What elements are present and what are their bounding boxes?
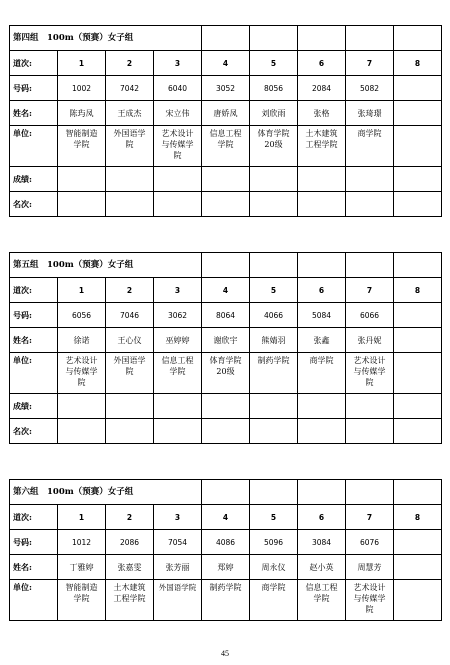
- heat-table-group-6: [9, 479, 442, 621]
- unit-cell: [394, 580, 442, 621]
- name-label: 姓名:: [10, 101, 58, 126]
- lane-row: [10, 278, 442, 303]
- athlete-name-cell: 丁雅婷: [58, 555, 106, 580]
- number-cell: 4066: [250, 303, 298, 328]
- unit-cell: 外国语学 院: [106, 126, 154, 167]
- unit-row: [10, 126, 442, 167]
- lane-cell: 7: [346, 505, 394, 530]
- lane-cell: 3: [154, 505, 202, 530]
- lane-cell: 2: [106, 505, 154, 530]
- athlete-name-cell: 周慧芳: [346, 555, 394, 580]
- heat-title: 第四组 100m（预赛）女子组: [10, 26, 202, 51]
- lane-cell: 1: [58, 278, 106, 303]
- number-cell: 3062: [154, 303, 202, 328]
- rank-label: 名次:: [10, 419, 58, 444]
- number-cell: 6056: [58, 303, 106, 328]
- athlete-name-cell: 王心仪: [106, 328, 154, 353]
- athlete-name-cell: 巫婷婷: [154, 328, 202, 353]
- name-row: [10, 555, 442, 580]
- lane-label: 道次:: [10, 51, 58, 76]
- number-cell: [394, 530, 442, 555]
- result-row: [10, 167, 442, 192]
- number-cell: 5082: [346, 76, 394, 101]
- athlete-name-cell: 陈玙凤: [58, 101, 106, 126]
- athlete-name-cell: 唐娇凤: [202, 101, 250, 126]
- unit-cell: 土木建筑 工程学院: [106, 580, 154, 621]
- unit-cell: 智能制造 学院: [58, 126, 106, 167]
- number-cell: 5084: [298, 303, 346, 328]
- unit-cell: 制药学院: [250, 353, 298, 394]
- number-cell: 5096: [250, 530, 298, 555]
- unit-cell: 制药学院: [202, 580, 250, 621]
- lane-cell: 5: [250, 278, 298, 303]
- lane-cell: 1: [58, 51, 106, 76]
- number-cell: 6066: [346, 303, 394, 328]
- rank-row: [10, 192, 442, 217]
- unit-cell: 商学院: [250, 580, 298, 621]
- athlete-name-cell: 刘欣雨: [250, 101, 298, 126]
- lane-cell: 8: [394, 278, 442, 303]
- number-cell: [394, 303, 442, 328]
- lane-cell: 2: [106, 51, 154, 76]
- lane-cell: 6: [298, 51, 346, 76]
- lane-cell: 7: [346, 278, 394, 303]
- number-cell: [394, 76, 442, 101]
- heat-table-group-4: [9, 25, 442, 217]
- athlete-name-cell: [394, 101, 442, 126]
- unit-cell: 体育学院 20级: [250, 126, 298, 167]
- lane-cell: 5: [250, 505, 298, 530]
- name-label: 姓名:: [10, 555, 58, 580]
- athlete-name-cell: 谢欣宇: [202, 328, 250, 353]
- heat-title-row: [10, 480, 442, 505]
- athlete-name-cell: 张鑫: [298, 328, 346, 353]
- number-cell: 1002: [58, 76, 106, 101]
- rank-label: 名次:: [10, 192, 58, 217]
- athlete-name-cell: 王成杰: [106, 101, 154, 126]
- number-row: [10, 76, 442, 101]
- unit-cell: 艺术设计 与传媒学 院: [346, 353, 394, 394]
- lane-cell: 4: [202, 51, 250, 76]
- name-label: 姓名:: [10, 328, 58, 353]
- number-row: [10, 303, 442, 328]
- lane-label: 道次:: [10, 278, 58, 303]
- athlete-name-cell: 宋立伟: [154, 101, 202, 126]
- athlete-name-cell: 张琦璟: [346, 101, 394, 126]
- athlete-name-cell: 徐诺: [58, 328, 106, 353]
- heat-title: 第五组 100m（预赛）女子组: [10, 253, 202, 278]
- athlete-name-cell: 赵小英: [298, 555, 346, 580]
- lane-cell: 1: [58, 505, 106, 530]
- athlete-name-cell: 张芳丽: [154, 555, 202, 580]
- unit-cell: 信息工程 学院: [298, 580, 346, 621]
- unit-label: 单位:: [10, 126, 58, 167]
- number-label: 号码:: [10, 76, 58, 101]
- unit-label: 单位:: [10, 580, 58, 621]
- lane-row: [10, 51, 442, 76]
- number-cell: 4086: [202, 530, 250, 555]
- lane-cell: 6: [298, 278, 346, 303]
- number-cell: 3052: [202, 76, 250, 101]
- name-row: [10, 328, 442, 353]
- unit-cell: 外国语学院: [154, 580, 202, 621]
- heat-title-row: [10, 253, 442, 278]
- lane-cell: 7: [346, 51, 394, 76]
- lane-cell: 3: [154, 51, 202, 76]
- number-cell: 8056: [250, 76, 298, 101]
- number-cell: 2084: [298, 76, 346, 101]
- athlete-name-cell: 张丹妮: [346, 328, 394, 353]
- unit-cell: 土木建筑 工程学院: [298, 126, 346, 167]
- unit-cell: 信息工程 学院: [202, 126, 250, 167]
- rank-row: [10, 419, 442, 444]
- lane-cell: 2: [106, 278, 154, 303]
- number-cell: 7042: [106, 76, 154, 101]
- heat-title: 第六组 100m（预赛）女子组: [10, 480, 202, 505]
- unit-cell: 艺术设计 与传媒学 院: [154, 126, 202, 167]
- lane-row: [10, 505, 442, 530]
- result-label: 成绩:: [10, 167, 58, 192]
- unit-row: [10, 353, 442, 394]
- number-cell: 6076: [346, 530, 394, 555]
- lane-cell: 3: [154, 278, 202, 303]
- number-label: 号码:: [10, 530, 58, 555]
- unit-cell: 商学院: [298, 353, 346, 394]
- unit-row: [10, 580, 442, 621]
- unit-cell: 外国语学 院: [106, 353, 154, 394]
- athlete-name-cell: 张嘉雯: [106, 555, 154, 580]
- heat-table-group-5: [9, 252, 442, 444]
- unit-cell: 艺术设计 与传媒学 院: [58, 353, 106, 394]
- unit-cell: [394, 126, 442, 167]
- number-cell: 7046: [106, 303, 154, 328]
- number-label: 号码:: [10, 303, 58, 328]
- heat-title-row: [10, 26, 442, 51]
- lane-label: 道次:: [10, 505, 58, 530]
- lane-cell: 4: [202, 278, 250, 303]
- number-cell: 7054: [154, 530, 202, 555]
- lane-cell: 4: [202, 505, 250, 530]
- athlete-name-cell: [394, 555, 442, 580]
- athlete-name-cell: [394, 328, 442, 353]
- unit-cell: [394, 353, 442, 394]
- athlete-name-cell: 周永仪: [250, 555, 298, 580]
- lane-cell: 6: [298, 505, 346, 530]
- page-number: 45: [221, 649, 229, 658]
- number-row: [10, 530, 442, 555]
- unit-cell: 艺术设计 与传媒学 院: [346, 580, 394, 621]
- result-row: [10, 394, 442, 419]
- number-cell: 2086: [106, 530, 154, 555]
- athlete-name-cell: 郑婷: [202, 555, 250, 580]
- unit-cell: 体育学院 20级: [202, 353, 250, 394]
- number-cell: 8064: [202, 303, 250, 328]
- unit-cell: 信息工程 学院: [154, 353, 202, 394]
- number-cell: 3084: [298, 530, 346, 555]
- number-cell: 6040: [154, 76, 202, 101]
- name-row: [10, 101, 442, 126]
- result-label: 成绩:: [10, 394, 58, 419]
- athlete-name-cell: 熊婧羽: [250, 328, 298, 353]
- unit-label: 单位:: [10, 353, 58, 394]
- number-cell: 1012: [58, 530, 106, 555]
- lane-cell: 8: [394, 505, 442, 530]
- lane-cell: 5: [250, 51, 298, 76]
- unit-cell: 智能制造 学院: [58, 580, 106, 621]
- unit-cell: 商学院: [346, 126, 394, 167]
- athlete-name-cell: 张格: [298, 101, 346, 126]
- lane-cell: 8: [394, 51, 442, 76]
